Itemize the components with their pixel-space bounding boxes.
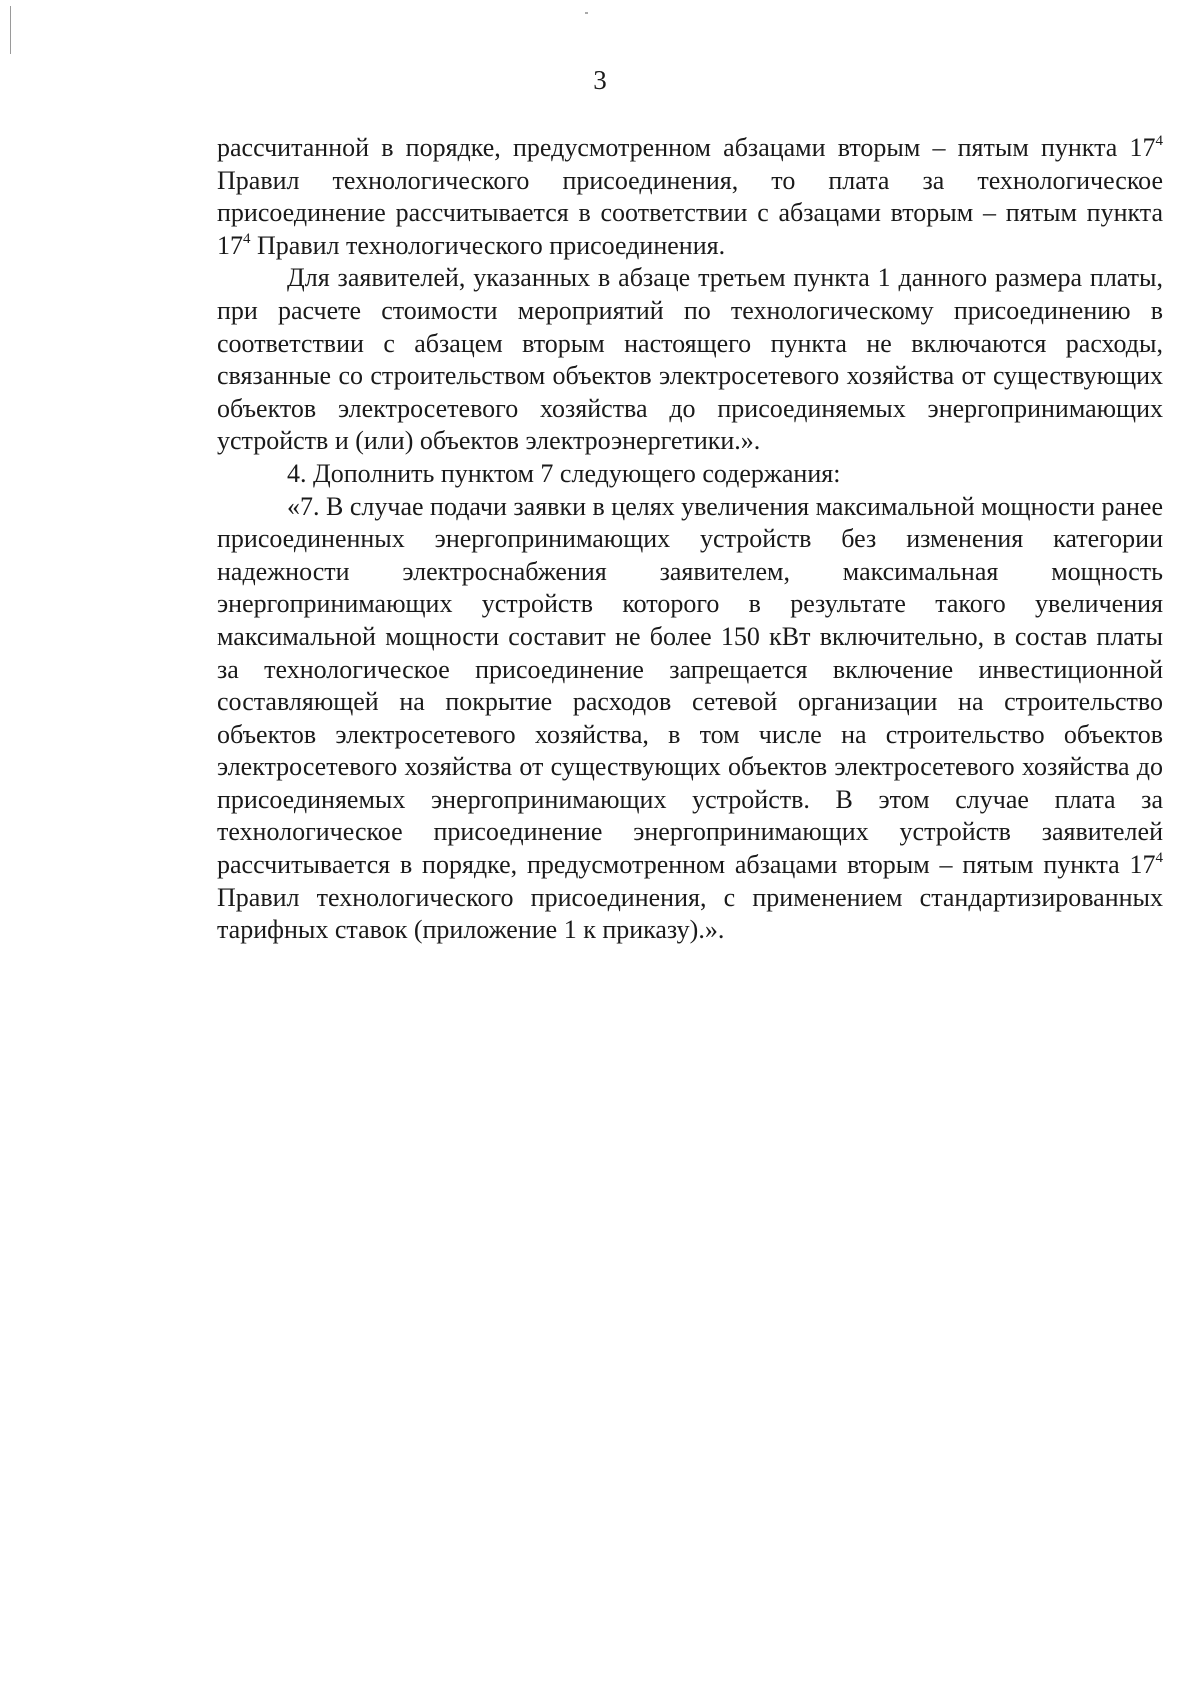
- superscript-index: 4: [1155, 133, 1163, 149]
- paragraph-item-7: [217, 491, 1163, 947]
- document-body: [217, 132, 1163, 947]
- page-number: 3: [593, 65, 607, 95]
- paragraph-text: рассчитанной в порядке, предусмотренном абзацами вторым – пятым пункта 17: [217, 133, 1156, 162]
- paragraph-text: Правил технологического присоединения, с применением стандартизированных тарифных ставок (приложение 1 к приказу).».: [217, 882, 1163, 945]
- superscript-index: 4: [1155, 850, 1163, 867]
- scan-edge-mark: [10, 6, 11, 54]
- paragraph-continuation: [217, 132, 1163, 262]
- paragraph-item-4: 4. Дополнить пунктом 7 следующего содержания:: [287, 458, 841, 488]
- superscript-index: 4: [243, 230, 251, 247]
- paragraph-text: Правил технологического присоединения, то плата за технологическое присоединение рассчитывается в соответствии с абзацами вторым – пятым пункта 17: [217, 165, 1163, 260]
- scan-speck: [585, 12, 588, 14]
- paragraph-text: Правил технологического присоединения.: [250, 230, 726, 260]
- paragraph-applicants: Для заявителей, указанных в абзаце третьем пункта 1 данного размера платы, при расчете стоимости мероприятий по технологическому присоединению в соответствии с абзацем вторым настоящего пункта не включаются расходы, связанные со строительством объектов электросетевого хозяйства от существующих объектов электросетевого хозяйства до присоединяемых энергопринимающих устройств и (или) объектов электроэнергетики.».: [217, 263, 1163, 456]
- paragraph-text: «7. В случае подачи заявки в целях увеличения максимальной мощности ранее присоединенных энергопринимающих устройств без изменения категории надежности электроснабжения заявителем, максимальная мощность энергопринимающих устройств которого в результате такого увеличения максимальной мощности составит не более 150 кВт включительно, в состав платы за технологическое присоединение запрещается включение инвестиционной составляющей на покрытие расходов сетевой организации на строительство объектов электросетевого хозяйства, в том числе на строительство объектов электросетевого хозяйства от существующих объектов электросетевого хозяйства до присоединяемых энергопринимающих устройств. В этом случае плата за технологическое присоединение энергопринимающих устройств заявителей рассчитывается в порядке, предусмотренном абзацами вторым – пятым пункта 17: [217, 491, 1163, 880]
